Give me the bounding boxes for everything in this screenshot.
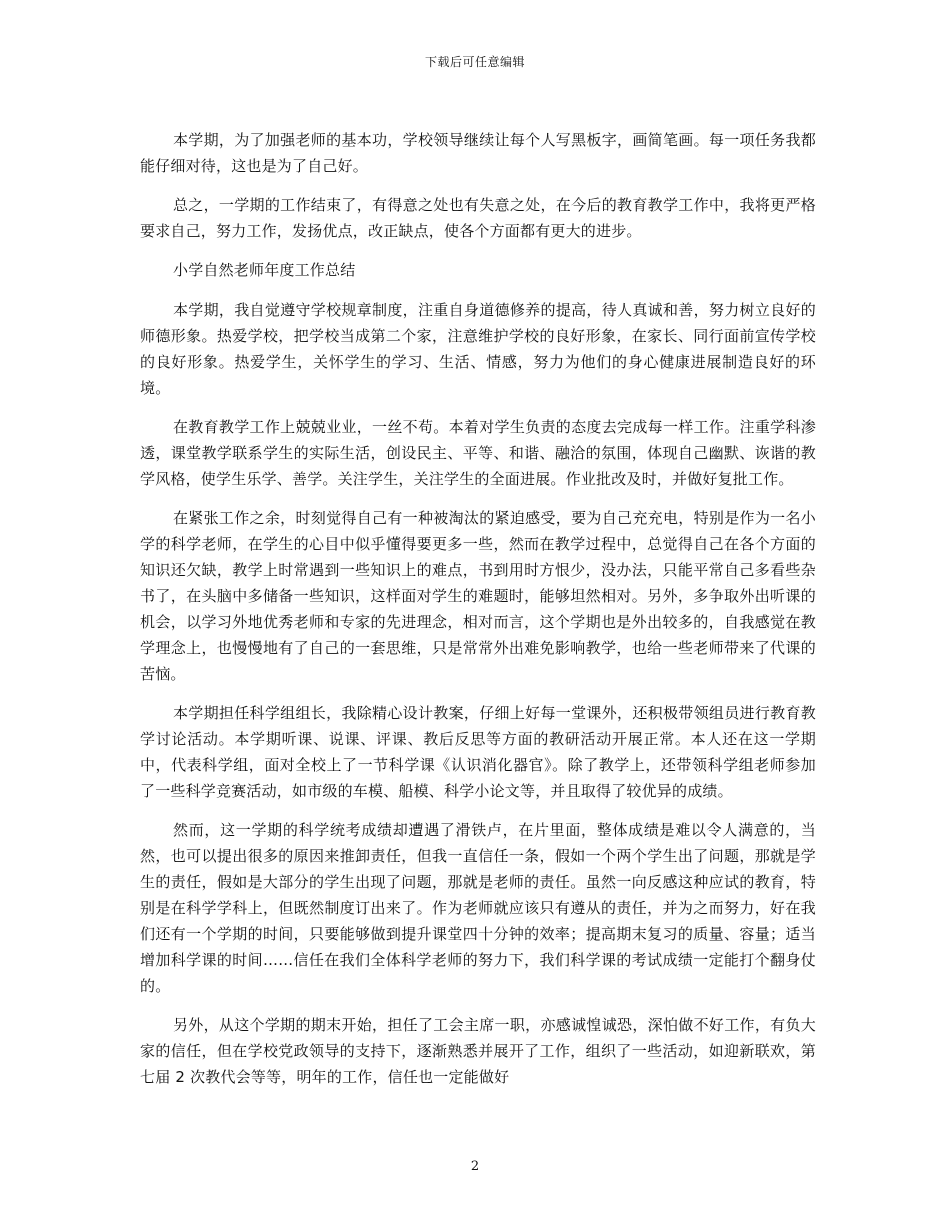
paragraph-teaching: 在教育教学工作上兢兢业业，一丝不苟。本着对学生负责的态度去完成每一样工作。注重学科渗透，课堂教学联系学生的实际生活，创设民主、平等、和谐、融洽的氛围，体现自己幽默、诙谐的教学风格，使学生乐学、善学。关注学生，关注学生的全面进展。作业批改及时，并做好复批工作。 [140,418,816,488]
paragraph-summary: 总之，一学期的工作结束了，有得意之处也有失意之处，在今后的教育教学工作中，我将更严格要求自己，努力工作，发扬优点，改正缺点，使各个方面都有更大的进步。 [140,196,816,240]
page-header: 下载后可任意编辑 [424,55,525,69]
paragraph-union-chair: 另外，从这个学期的期末开始，担任了工会主席一职，亦感诚惶诚恐，深怕做不好工作，有负大家的信任，但在学校党政领导的支持下，逐渐熟悉并展开了工作，组织了一些活动，如迎新联欢，第七届 2 次教代会等等，明年的工作，信任也一定能做好 [140,1016,816,1086]
paragraph-basic-skills: 本学期，为了加强老师的基本功，学校领导继续让每个人写黑板字，画简笔画。每一项任务我都能仔细对待，这也是为了自己好。 [140,131,816,175]
paragraph-ethics: 本学期，我自觉遵守学校规章制度，注重自身道德修养的提高，待人真诚和善，努力树立良好的师德形象。热爱学校，把学校当成第二个家，注意维护学校的良好形象，在家长、同行面前宣传学校的良好形象。热爱学生，关怀学生的学习、生活、情感，努力为他们的身心健康进展制造良好的环境。 [140,301,816,397]
paragraph-group-leader: 本学期担任科学组组长，我除精心设计教案，仔细上好每一堂课外，还积极带领组员进行教育教学讨论活动。本学期听课、说课、评课、教后反思等方面的教研活动开展正常。本人还在这一学期中，代表科学组，面对全校上了一节科学课《认识消化器官》。除了教学上，还带领科学组老师参加了一些科学竞赛活动，如市级的车模、船模、科学小论文等，并且取得了较优异的成绩。 [140,704,816,800]
paragraph-exam-results: 然而，这一学期的科学统考成绩却遭遇了滑铁卢，在片里面，整体成绩是难以令人满意的，当然，也可以提出很多的原因来推卸责任，但我一直信任一条，假如一个两个学生出了问题，那就是学生的责任，假如是大部分的学生出现了问题，那就是老师的责任。虽然一向反感这种应试的教育，特别是在科学学科上，但既然制度订出来了。作为老师就应该只有遵从的责任，并为之而努力，好在我们还有一个学期的时间，只要能够做到提升课堂四十分钟的效率；提高期末复习的质量、容量；适当增加科学课的时间……信任在我们全体科学老师的努力下，我们科学课的考试成绩一定能打个翻身仗的。 [140,821,816,995]
page-number: 2 [470,1159,480,1174]
paragraph-self-study: 在紧张工作之余，时刻觉得自己有一种被淘汰的紧迫感受，要为自己充充电，特别是作为一名小学的科学老师，在学生的心目中似乎懂得要更多一些，然而在教学过程中，总觉得自己在各个方面的知识还欠缺，教学上时常遇到一些知识上的难点，书到用时方恨少，没办法，只能平常自己多看些杂书了，在头脑中多储备一些知识，这样面对学生的难题时，能够坦然相对。另外，多争取外出听课的机会，以学习外地优秀老师和专家的先进理念，相对而言，这个学期也是外出较多的，自我感觉在教学理念上，也慢慢地有了自己的一套思维，只是常常外出难免影响教学，也给一些老师带来了代课的苦恼。 [140,509,816,683]
section-title: 小学自然老师年度工作总结 [173,261,356,279]
document-body [140,127,816,1103]
